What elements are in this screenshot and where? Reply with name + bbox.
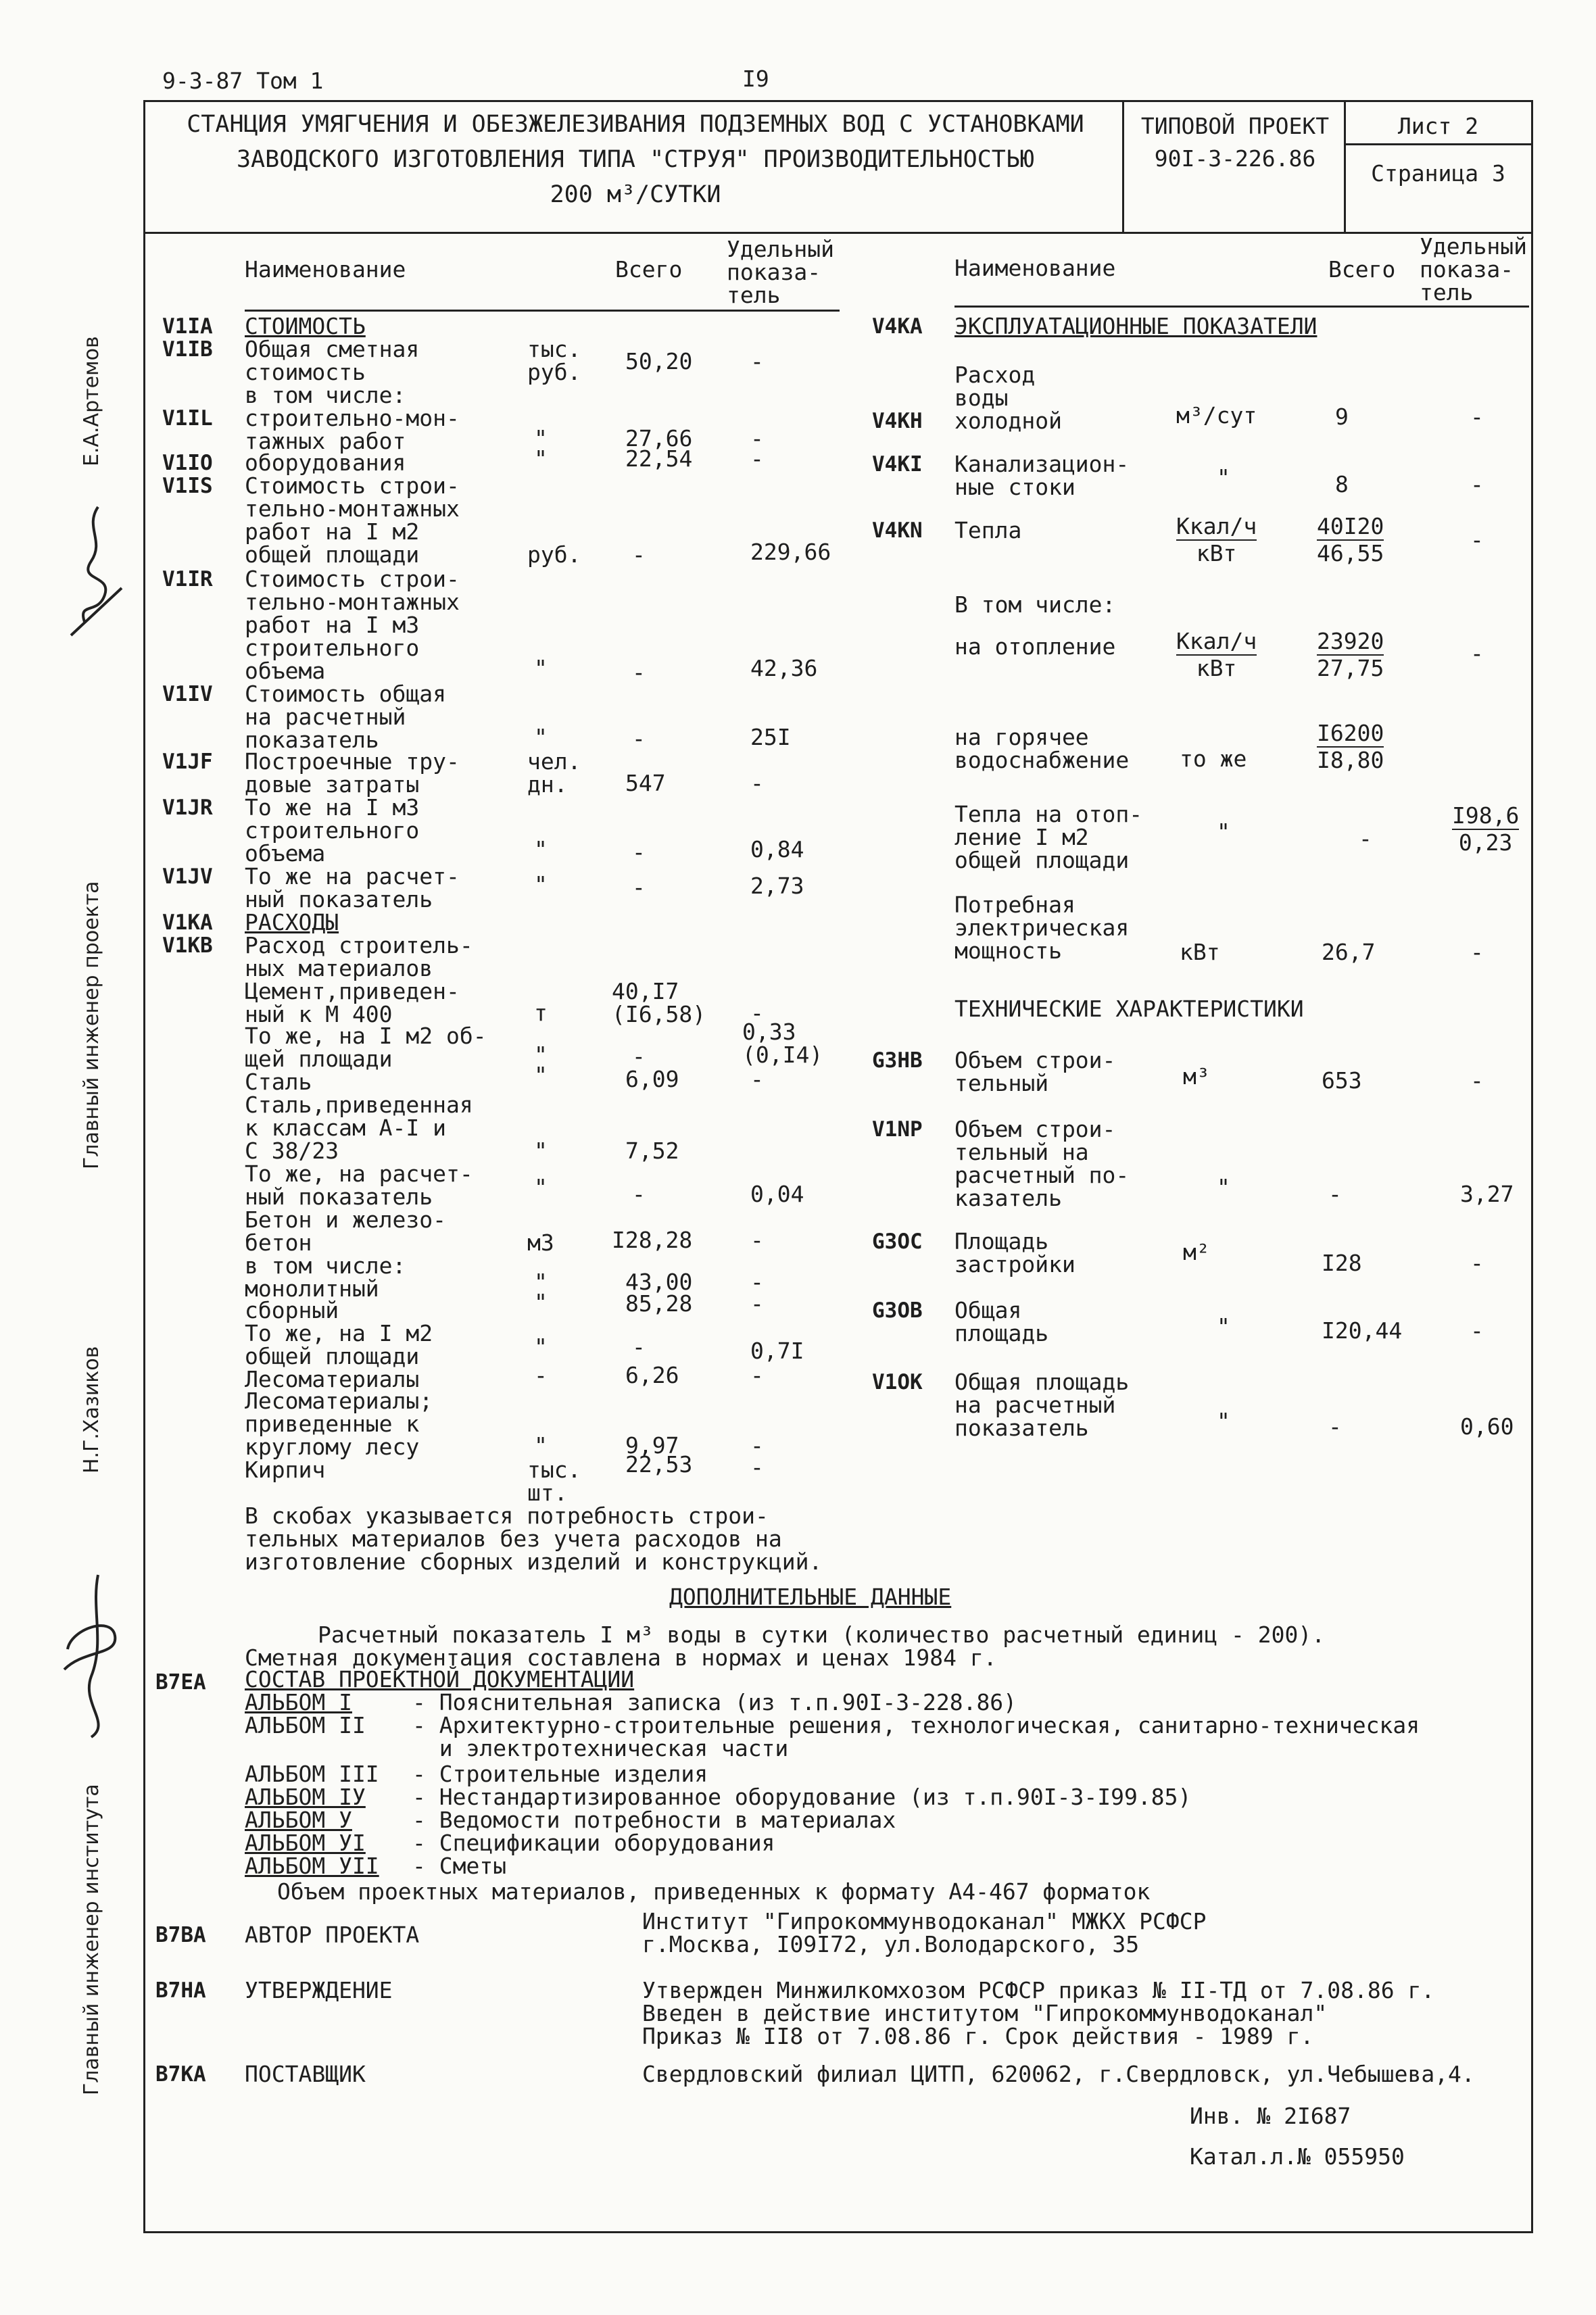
row-unit: м3 <box>527 1229 554 1256</box>
row-total: 50,20 <box>625 348 693 374</box>
row-spec: - <box>750 1269 764 1295</box>
row-code: V1NP <box>872 1117 923 1142</box>
unit-numerator: Ккал/ч <box>1176 628 1257 654</box>
row-spec: - <box>750 770 764 796</box>
row-name: Общая площадь на расчетный показатель <box>954 1369 1130 1441</box>
row-total: I20,44 <box>1322 1317 1403 1344</box>
row-spec: 229,66 <box>750 539 831 565</box>
row-total-fraction <box>1317 515 1384 565</box>
row-total: 6,09 <box>625 1066 679 1092</box>
volume-line: Объем проектных материалов, приведенных к формату А4-467 форматок <box>277 1878 1151 1905</box>
row-total: - <box>632 874 646 900</box>
row-spec: 2,73 <box>750 873 804 899</box>
total-numerator: I6200 <box>1317 720 1384 746</box>
row-unit: " <box>534 425 548 452</box>
row-unit: " <box>1217 1174 1230 1200</box>
header-divider-v1 <box>1122 100 1124 232</box>
code-b7ha: B7HA <box>155 1978 206 2003</box>
row-name: Стоимость общая на расчетный показатель <box>245 681 447 753</box>
col-name-right: Наименование <box>954 255 1116 281</box>
calc-indicator-line: Расчетный показатель I м³ воды в сутки (количество расчетный единиц - 200). <box>318 1622 1326 1648</box>
unit-numerator: Ккал/ч <box>1176 513 1257 539</box>
album-desc: - Пояснительная записка (из т.п.90I-3-228.86) <box>412 1689 1017 1715</box>
total-denominator: 27,75 <box>1317 655 1384 681</box>
row-unit: " <box>534 1062 548 1088</box>
signature-artemov <box>57 500 132 656</box>
row-code: V1KB <box>162 933 213 958</box>
row-total: 27,66 <box>625 425 693 452</box>
materials-note: В скобах указывается потребность строи- тельных материалов без учета расходов на изготовление сборных изделий и конструкций. <box>245 1503 823 1575</box>
row-code: V1IS <box>162 474 213 498</box>
row-total: 9 <box>1335 404 1349 430</box>
row-code: G3HB <box>872 1048 923 1073</box>
docs-composition-heading: СОСТАВ ПРОЕКТНОЙ ДОКУМЕНТАЦИИ <box>245 1666 635 1692</box>
row-name: Бетон и железо- бетон <box>245 1207 447 1256</box>
row-name: Лесоматериалы; приведенные к круглому лесу <box>245 1388 433 1460</box>
title-line-2: ЗАВОДСКОГО ИЗГОТОВЛЕНИЯ ТИПА "СТРУЯ" ПРОИЗВОДИТЕЛЬНОСТЬЮ <box>236 146 1035 173</box>
row-name: Канализацион- ные стоки <box>954 451 1130 500</box>
row-total: - <box>632 1181 646 1207</box>
row-unit: " <box>534 871 548 898</box>
row-spec: - <box>750 348 764 374</box>
row-name: Сталь <box>245 1069 312 1095</box>
row-unit: чел. дн. <box>527 748 581 798</box>
row-total: I28 <box>1322 1250 1362 1276</box>
row-name: То же на расчет- ный показатель <box>245 863 460 912</box>
row-code: V1JV <box>162 864 213 889</box>
row-spec: - <box>750 425 764 452</box>
row-total-fraction <box>1317 630 1384 680</box>
author-label: АВТОР ПРОЕКТА <box>245 1922 420 1948</box>
row-total: I28,28 <box>612 1227 693 1253</box>
code-b7ka: B7KA <box>155 2062 206 2087</box>
row-total: 547 <box>625 770 666 796</box>
total-numerator: 23920 <box>1317 628 1384 654</box>
col-name-left: Наименование <box>245 256 406 283</box>
row-total: - <box>1328 1413 1342 1440</box>
row-total: - <box>632 659 646 685</box>
row-code: V4KA <box>872 314 923 339</box>
row-spec: - <box>750 1227 764 1253</box>
col-specific-left: Удельный показа- тель <box>727 236 834 308</box>
row-name: на горячее водоснабжение <box>954 724 1130 773</box>
row-unit: " <box>534 1138 548 1164</box>
row-unit: " <box>534 1334 548 1360</box>
row-unit: " <box>534 836 548 862</box>
row-name: Лесоматериалы <box>245 1366 420 1392</box>
row-spec: 0,04 <box>750 1181 804 1207</box>
row-name: ТЕХНИЧЕСКИЕ ХАРАКТЕРИСТИКИ <box>954 996 1304 1022</box>
row-total-fraction <box>1317 722 1384 772</box>
row-unit: кВт <box>1180 939 1220 965</box>
col-specific-right: Удельный показа- тель <box>1420 233 1527 306</box>
project-number: 90I-3-226.86 <box>1154 145 1316 172</box>
row-name: Расход строитель- ных материалов <box>245 932 473 981</box>
row-unit: т <box>534 1000 548 1026</box>
row-spec: 0,33 (0,I4) <box>742 1019 823 1068</box>
project-label: ТИПОВОЙ ПРОЕКТ <box>1140 113 1330 139</box>
estimate-line: Сметная документация составлена в нормах и ценах 1984 г. <box>245 1644 997 1671</box>
row-spec-fraction <box>1452 804 1519 854</box>
total-numerator: 40I20 <box>1317 513 1384 539</box>
row-name: Тепла <box>954 517 1022 543</box>
row-name: То же, на I м2 общей площади <box>245 1320 433 1369</box>
row-total: 6,26 <box>625 1362 679 1388</box>
row-code: V1IV <box>162 682 213 706</box>
row-code: G3OB <box>872 1298 923 1323</box>
album-name: АЛЬБОМ УII <box>245 1853 379 1879</box>
row-unit: то же <box>1180 746 1247 772</box>
row-name: Стоимость строи- тельно-монтажных работ на I м2 общей площади <box>245 472 460 568</box>
row-code: V1IA <box>162 314 213 339</box>
row-total: - <box>632 1043 646 1069</box>
row-total: - <box>632 725 646 752</box>
row-total: 22,54 <box>625 445 693 472</box>
side-label-chief-engineer-project: Главный инженер проекта <box>80 881 103 1169</box>
row-unit: м³ <box>1183 1063 1210 1090</box>
row-total: 9,97 <box>625 1432 679 1459</box>
row-spec: - <box>750 1432 764 1459</box>
row-name: монолитный <box>245 1275 379 1302</box>
row-code: G3OC <box>872 1229 923 1254</box>
row-spec: 3,27 <box>1460 1181 1514 1207</box>
album-name: АЛЬБОМ I <box>245 1689 352 1715</box>
row-unit: " <box>1217 1408 1230 1434</box>
row-code: V1JR <box>162 796 213 820</box>
row-code: V4KN <box>872 518 923 543</box>
row-unit: " <box>534 655 548 681</box>
row-total: 7,52 <box>625 1138 679 1164</box>
row-total: 40,I7 (I6,58) <box>612 978 706 1027</box>
row-spec: - <box>1470 1317 1484 1344</box>
total-denominator: I8,80 <box>1317 747 1384 773</box>
row-name: Стоимость строи- тельно-монтажных работ на I м3 строительного объема <box>245 566 460 684</box>
row-spec: 0,60 <box>1460 1413 1514 1440</box>
side-label-khazikov: Н.Г.Хазиков <box>80 1346 103 1473</box>
row-name: Сталь,приведенная к классам А-I и С 38/23 <box>245 1092 473 1164</box>
row-unit: " <box>534 1432 548 1459</box>
album-name: АЛЬБОМ УI <box>245 1830 366 1856</box>
code-b7ba: B7BA <box>155 1923 206 1947</box>
row-unit: " <box>534 724 548 750</box>
row-unit: " <box>534 445 548 472</box>
row-unit: м² <box>1183 1239 1210 1265</box>
row-code: V4KH <box>872 409 923 433</box>
row-name: СТОИМОСТЬ <box>245 313 366 339</box>
col-header-underline-left <box>245 310 840 312</box>
row-name: строительно-мон- тажных работ <box>245 405 460 454</box>
row-name: Цемент,приведен- ный к М 400 <box>245 978 460 1027</box>
row-code: V1OK <box>872 1370 923 1394</box>
side-label-chief-engineer-institute: Главный инженер института <box>80 1784 103 2095</box>
row-name: То же, на расчет- ный показатель <box>245 1161 473 1210</box>
additional-data-heading: ДОПОЛНИТЕЛЬНЫЕ ДАННЫЕ <box>669 1584 952 1610</box>
row-name: Кирпич <box>245 1457 326 1483</box>
header-title <box>155 107 1115 212</box>
row-name: То же на I м3 строительного объема <box>245 794 420 867</box>
album-desc: - Архитектурно-строительные решения, технологическая, санитарно-техническая и электротехническая части <box>412 1712 1420 1761</box>
row-name: РАСХОДЫ <box>245 909 339 935</box>
row-unit: " <box>1217 1313 1230 1340</box>
row-unit: тыс. шт. <box>527 1457 581 1506</box>
row-unit: руб. <box>527 541 581 568</box>
author-text: Институт "Гипрокоммунводоканал" МЖКХ РСФСР г.Москва, I09I72, ул.Володарского, 35 <box>642 1908 1207 1957</box>
row-name: сборный <box>245 1297 339 1323</box>
row-spec: - <box>750 1066 764 1092</box>
title-line-3: 200 м³/СУТКИ <box>550 181 721 208</box>
row-spec: - <box>1470 404 1484 430</box>
spec-denominator: 0,23 <box>1458 829 1513 856</box>
row-spec: - <box>750 445 764 472</box>
unit-denominator: кВт <box>1196 540 1237 566</box>
sheet-label: Лист 2 <box>1397 113 1479 139</box>
title-line-1: СТАНЦИЯ УМЯГЧЕНИЯ И ОБЕЗЖЕЛЕЗИВАНИЯ ПОДЗЕМНЫХ ВОД С УСТАНОВКАМИ <box>187 111 1084 138</box>
row-name: оборудования <box>245 449 406 476</box>
supplier-text: Свердловский филиал ЦИТП, 620062, г.Свердловск, ул.Чебышева,4. <box>642 2061 1475 2087</box>
row-name: в том числе: <box>245 382 406 408</box>
row-spec: - <box>1470 640 1484 666</box>
row-code: V1IO <box>162 451 213 475</box>
row-spec: 25I <box>750 724 791 750</box>
row-code: V1IB <box>162 337 213 362</box>
row-spec: - <box>1470 471 1484 497</box>
row-spec: - <box>1470 1250 1484 1276</box>
approval-label: УТВЕРЖДЕНИЕ <box>245 1977 393 2003</box>
album-desc: - Ведомости потребности в материалах <box>412 1807 896 1833</box>
row-name: В том числе: <box>954 591 1116 618</box>
supplier-label: ПОСТАВЩИК <box>245 2061 366 2087</box>
album-desc: - Спецификации оборудования <box>412 1830 775 1856</box>
doc-reference: 9-3-87 Том 1 <box>162 68 324 94</box>
sheet-divider <box>1344 143 1531 145</box>
row-total: - <box>632 541 646 568</box>
row-code: V1IR <box>162 567 213 591</box>
row-name: в том числе: <box>245 1252 406 1279</box>
row-unit-fraction <box>1176 515 1257 565</box>
row-name: Потребная электрическая мощность <box>954 892 1130 964</box>
header-divider-v2 <box>1344 100 1346 232</box>
row-spec: 0,84 <box>750 836 804 862</box>
row-total: 43,00 <box>625 1269 693 1295</box>
row-name: Общая сметная стоимость <box>245 336 420 385</box>
page-number: I9 <box>742 66 769 92</box>
row-total: 8 <box>1335 471 1349 497</box>
spec-numerator: I98,6 <box>1452 802 1520 829</box>
row-spec: 0,7I <box>750 1338 804 1364</box>
row-name: Объем строи- тельный на расчетный по- казатель <box>954 1116 1130 1211</box>
row-unit: " <box>534 1289 548 1315</box>
row-unit: - <box>534 1362 548 1388</box>
row-code: V1JF <box>162 750 213 774</box>
row-name: на отопление <box>954 633 1116 660</box>
page-label: Страница 3 <box>1371 160 1505 187</box>
row-total: - <box>632 1334 646 1360</box>
row-spec: - <box>1470 939 1484 965</box>
row-total: - <box>1359 825 1372 852</box>
row-name: Объем строи- тельный <box>954 1047 1116 1096</box>
album-name: АЛЬБОМ III <box>245 1761 379 1787</box>
col-total-left: Всего <box>615 256 683 283</box>
album-desc: - Нестандартизированное оборудование (из т.п.90I-3-I99.85) <box>412 1784 1192 1810</box>
inventory-number: Инв. № 2I687 <box>1190 2103 1351 2129</box>
album-name: АЛЬБОМ II <box>245 1712 366 1738</box>
row-unit: " <box>534 1174 548 1200</box>
catalog-number: Катал.л.№ 055950 <box>1190 2143 1405 2170</box>
row-name: Тепла на отоп- ление I м2 общей площади <box>954 801 1143 873</box>
row-name: Площадь застройки <box>954 1228 1075 1277</box>
row-total: - <box>1328 1181 1342 1207</box>
side-label-artemov: Е.А.Артемов <box>80 336 103 466</box>
row-spec: - <box>750 1454 764 1480</box>
row-code: V1KA <box>162 910 213 935</box>
row-name: То же, на I м2 об- щей площади <box>245 1023 487 1072</box>
row-spec: - <box>750 1000 764 1026</box>
total-denominator: 46,55 <box>1317 540 1384 566</box>
row-spec: 42,36 <box>750 655 818 681</box>
row-total: - <box>632 839 646 865</box>
row-unit: м³/сут <box>1176 402 1257 429</box>
row-unit: " <box>534 1269 548 1295</box>
signature-khazikov <box>51 1568 132 1744</box>
row-unit: " <box>1217 819 1230 845</box>
album-desc: - Строительные изделия <box>412 1761 708 1787</box>
row-code: V1IL <box>162 406 213 431</box>
col-header-underline-right <box>954 306 1529 308</box>
row-spec: - <box>1470 527 1484 553</box>
row-spec: - <box>750 1362 764 1388</box>
approval-text: Утвержден Минжилкомхозом РСФСР приказ № II-ТД от 7.08.86 г. Введен в действие институтом "Гипрокоммунводоканал" Приказ № II8 от 7.08.86 г. Срок действия - 1989 г. <box>642 1977 1435 2049</box>
code-b7ea: B7EA <box>155 1670 206 1695</box>
header-divider <box>143 232 1531 234</box>
row-spec: - <box>750 1290 764 1317</box>
col-total-right: Всего <box>1328 256 1396 283</box>
row-unit: " <box>534 1042 548 1068</box>
album-desc: - Сметы <box>412 1853 507 1879</box>
row-unit-fraction <box>1176 630 1257 680</box>
unit-denominator: кВт <box>1196 655 1237 681</box>
row-total: 653 <box>1322 1067 1362 1094</box>
row-name: Расход воды холодной <box>954 362 1062 434</box>
row-total: 26,7 <box>1322 939 1376 965</box>
row-name: ЭКСПЛУАТАЦИОННЫЕ ПОКАЗАТЕЛИ <box>954 313 1317 339</box>
row-name: Общая площадь <box>954 1297 1049 1346</box>
row-total: 22,53 <box>625 1451 693 1478</box>
row-unit: " <box>1217 464 1230 491</box>
row-spec: - <box>1470 1067 1484 1094</box>
row-unit: тыс. руб. <box>527 336 581 385</box>
row-name: Построечные тру- довые затраты <box>245 748 460 798</box>
album-name: АЛЬБОМ IУ <box>245 1784 366 1810</box>
row-total: 85,28 <box>625 1290 693 1317</box>
row-code: V4KI <box>872 452 923 477</box>
album-name: АЛЬБОМ У <box>245 1807 352 1833</box>
